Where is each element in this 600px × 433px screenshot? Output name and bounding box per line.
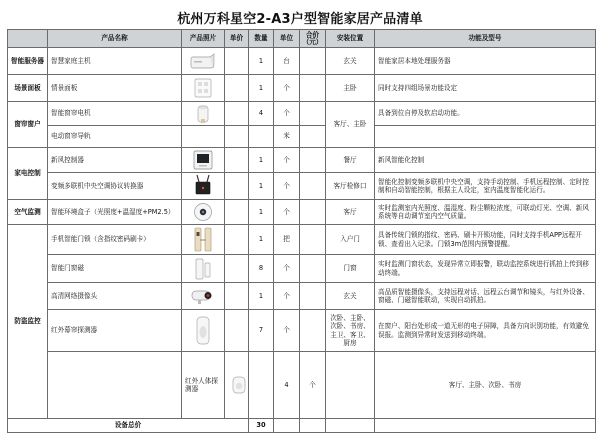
- table-row: [8, 75, 596, 102]
- location-cell: 入户门: [326, 225, 375, 255]
- qty-cell: 1: [249, 283, 274, 310]
- price-cell: [225, 126, 249, 148]
- unit-cell: 米: [274, 126, 300, 148]
- function-cell: 同时支持四组场景功能设定: [375, 75, 596, 102]
- table-row: [8, 126, 596, 148]
- function-cell: [375, 126, 596, 148]
- total-function: [375, 418, 596, 432]
- product-name: 电动窗帘导轨: [48, 126, 182, 148]
- category-security: 防盗监控: [8, 225, 48, 419]
- unit-cell: 个: [274, 255, 300, 283]
- price-cell: [225, 283, 249, 310]
- qty-cell: [249, 126, 274, 148]
- product-name: 智能窗帘电机: [48, 102, 182, 126]
- product-photo: [182, 126, 225, 148]
- category-air: 空气监测: [8, 200, 48, 225]
- total-cell: [326, 352, 375, 419]
- total-cell: [300, 310, 326, 352]
- function-cell: 智能家居本地处理服务器: [375, 48, 596, 75]
- location-cell: 次卧、主卧、次卧、书房、主卫、客卫、厨房: [326, 310, 375, 352]
- function-cell: 具备传统门锁的指纹、密码、刷卡开锁功能，同时支持手机APP远程开锁、查看出入记录。门锁3m范围内预警提醒。: [375, 225, 596, 255]
- function-cell: 实时监测门窗状态，发现异常立即报警，联动监控系统进行抓拍上传到移动终端。: [375, 255, 596, 283]
- unit-cell: 个: [274, 200, 300, 225]
- location-cell: 客厅: [326, 200, 375, 225]
- product-photo: [182, 225, 225, 255]
- qty-cell: 7: [249, 310, 274, 352]
- location-cell: 客厅、主卧、次卧、书房: [375, 352, 596, 419]
- table-row: [8, 48, 596, 75]
- unit-cell: 个: [274, 173, 300, 200]
- qty-cell: 4: [249, 102, 274, 126]
- function-cell: 智能化控制变频多联机中央空调，支持手动控制、手机远程控制、定时控制和自动智能控制，根据主人设定，室内温度智能化运行。: [375, 173, 596, 200]
- product-name: 智慧家庭主机: [48, 48, 182, 75]
- function-cell: 具备到位自停及软启动功能。: [375, 102, 596, 126]
- product-name: 红外人体探测器: [182, 352, 225, 419]
- unit-cell: 个: [274, 102, 300, 126]
- total-qty: 30: [249, 418, 274, 432]
- product-name: 智能门窗磁: [48, 255, 182, 283]
- total-cell: [300, 102, 326, 126]
- total-cell: [300, 225, 326, 255]
- product-name: 高清网络摄像头: [48, 283, 182, 310]
- total-cell: [300, 283, 326, 310]
- total-cell: [300, 200, 326, 225]
- table-row: [8, 148, 596, 173]
- location-cell: 玄关: [326, 283, 375, 310]
- fresh-air-controller-icon: [191, 149, 215, 171]
- unit-cell: 个: [300, 352, 326, 419]
- price-cell: [225, 255, 249, 283]
- product-photo: [182, 75, 225, 102]
- total-unit: [274, 418, 300, 432]
- table-row: [8, 352, 596, 419]
- header-function: 功能及型号: [375, 30, 596, 48]
- ac-gateway-icon: [191, 174, 215, 198]
- pir-detector-icon: [228, 374, 249, 396]
- curtain-pir-detector-icon: [192, 315, 214, 347]
- location-cell: 客厅检修口: [326, 173, 375, 200]
- price-cell: [225, 225, 249, 255]
- product-photo: [182, 200, 225, 225]
- qty-cell: 1: [249, 200, 274, 225]
- door-sensor-icon: [191, 257, 215, 281]
- category-curtain: 窗帘窗户: [8, 102, 48, 148]
- header-qty: 数量: [249, 30, 274, 48]
- product-photo: [225, 352, 249, 419]
- price-cell: [225, 200, 249, 225]
- product-name: 情景面板: [48, 75, 182, 102]
- table-row: [8, 225, 596, 255]
- table-row: [8, 200, 596, 225]
- product-photo: [182, 48, 225, 75]
- total-amount: [300, 418, 326, 432]
- qty-cell: 1: [249, 225, 274, 255]
- product-photo: [182, 148, 225, 173]
- product-photo: [182, 255, 225, 283]
- qty-cell: 8: [249, 255, 274, 283]
- unit-cell: 把: [274, 225, 300, 255]
- total-location: [326, 418, 375, 432]
- product-name: 智能环境盒子（光照度+温湿度+PM2.5）: [48, 200, 182, 225]
- price-cell: [225, 148, 249, 173]
- total-cell: [300, 126, 326, 148]
- price-cell: [249, 352, 274, 419]
- function-cell: 新风智能化控制: [375, 148, 596, 173]
- category-security-cont: [48, 352, 182, 419]
- function-cell: 高品质智能摄像头，支持远程对话、远程云台调节和镜头，与红外设备、窗磁、门磁智能联动，实现自动抓拍。: [375, 283, 596, 310]
- product-photo: [182, 102, 225, 126]
- product-name: 新风控制器: [48, 148, 182, 173]
- header-photo: 产品照片: [182, 30, 225, 48]
- product-photo: [182, 283, 225, 310]
- unit-cell: 台: [274, 48, 300, 75]
- curtain-motor-icon: [192, 103, 214, 125]
- product-table: [7, 29, 596, 433]
- unit-cell: 个: [274, 148, 300, 173]
- unit-cell: 个: [274, 310, 300, 352]
- total-cell: [300, 48, 326, 75]
- qty-cell: 1: [249, 75, 274, 102]
- table-header-row: [8, 30, 596, 48]
- price-cell: [225, 310, 249, 352]
- table-row: [8, 173, 596, 200]
- location-cell: 主卧: [326, 75, 375, 102]
- header-category: [8, 30, 48, 48]
- qty-cell: 4: [274, 352, 300, 419]
- table-row: [8, 102, 596, 126]
- product-photo: [182, 173, 225, 200]
- header-price: 单价: [225, 30, 249, 48]
- total-cell: [300, 255, 326, 283]
- total-row: [8, 418, 596, 432]
- total-label: 设备总价: [8, 418, 249, 432]
- table-row: [8, 310, 596, 352]
- location-cell: 门窗: [326, 255, 375, 283]
- price-cell: [225, 75, 249, 102]
- total-cell: [300, 148, 326, 173]
- server-box-icon: [188, 51, 218, 71]
- qty-cell: 1: [249, 48, 274, 75]
- location-cell: 餐厅: [326, 148, 375, 173]
- qty-cell: 1: [249, 173, 274, 200]
- total-cell: [300, 173, 326, 200]
- category-server: 智能服务器: [8, 48, 48, 75]
- unit-cell: 个: [274, 283, 300, 310]
- qty-cell: 1: [249, 148, 274, 173]
- category-appliance: 家电控制: [8, 148, 48, 200]
- header-unit: 单位: [274, 30, 300, 48]
- table-row: [8, 283, 596, 310]
- table-row: [8, 255, 596, 283]
- function-cell: 在窗户、阳台处形成一道无形的电子屏障，具备方向识别功能，有效避免误报。监测到异常时发送到移动终端。: [375, 310, 596, 352]
- product-name: 手机智能门锁（含指纹密码刷卡）: [48, 225, 182, 255]
- price-cell: [225, 48, 249, 75]
- location-cell: 客厅、主卧: [326, 102, 375, 148]
- product-photo: [182, 310, 225, 352]
- product-name: 变频多联机中央空调协议转换器: [48, 173, 182, 200]
- total-cell: [300, 75, 326, 102]
- scene-panel-icon: [192, 77, 214, 99]
- header-total: 合价 （元）: [300, 30, 326, 48]
- location-cell: 玄关: [326, 48, 375, 75]
- price-cell: [225, 102, 249, 126]
- smart-lock-icon: [190, 226, 216, 253]
- header-location: 安装位置: [326, 30, 375, 48]
- price-cell: [225, 173, 249, 200]
- page-title: 杭州万科星空2-A3户型智能家居产品清单: [177, 12, 423, 27]
- camera-icon: [189, 285, 217, 307]
- category-scene: 场景面板: [8, 75, 48, 102]
- unit-cell: 个: [274, 75, 300, 102]
- product-name: 红外幕帘探测器: [48, 310, 182, 352]
- environment-box-icon: [191, 201, 215, 223]
- header-name: 产品名称: [48, 30, 182, 48]
- function-cell: 实时监测室内光照度、温湿度、粉尘颗粒浓度，可联动灯光、空调、新风系统等自动调节室内空气质量。: [375, 200, 596, 225]
